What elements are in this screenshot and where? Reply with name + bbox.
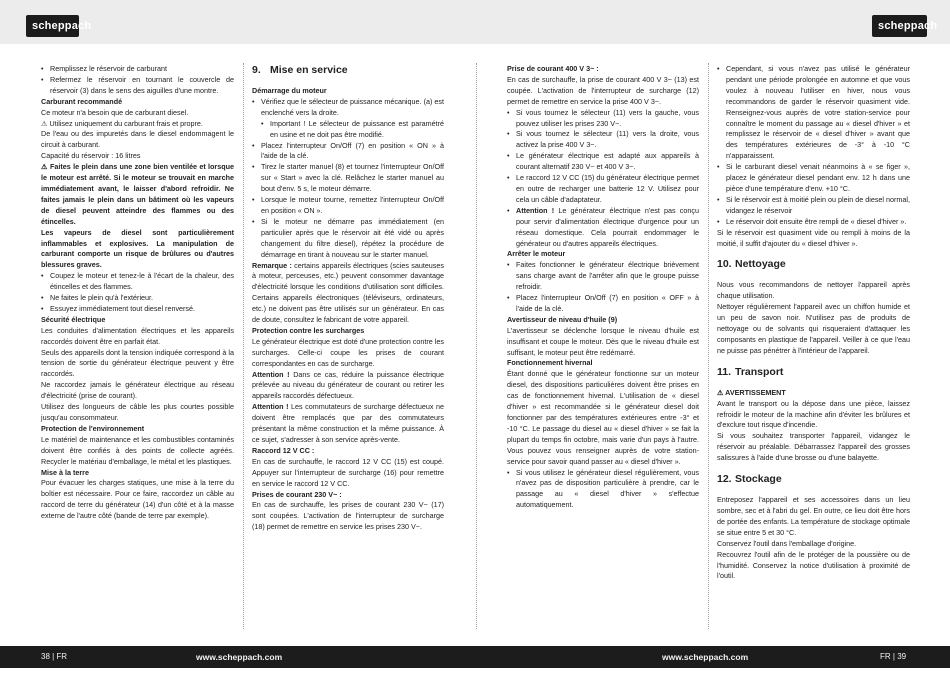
remark-label: Remarque : <box>252 260 292 270</box>
section-number: 11. <box>717 365 732 378</box>
paragraph: ⚠ Utilisez uniquement du carburant frais et propre. <box>41 118 203 128</box>
list-item: • Si vous tournez le sélecteur (11) vers la gauche, vous pouvez utiliser les prises 230 V~. <box>507 108 699 130</box>
section-number: 12. <box>717 473 732 486</box>
paragraph: Les conduites d'alimentation électriques et les appareils raccordés doivent être en parfait état. <box>41 325 234 346</box>
column-4 <box>717 64 910 582</box>
start-list <box>252 97 444 261</box>
section-heading-9 <box>252 64 444 77</box>
inner-list <box>261 119 444 141</box>
carburant-heading: Carburant recommandé <box>41 96 123 106</box>
paragraph: Utilisez des longueurs de câble les plus courtes possible jusqu'au consommateur. <box>41 402 234 422</box>
stop-engine-heading: Arrêter le moteur <box>507 249 566 259</box>
list-item: • Remplissez le réservoir de carburant <box>41 64 234 75</box>
column-3 <box>507 64 699 511</box>
dc-heading: Raccord 12 V CC : <box>252 445 315 455</box>
socket-230-heading: Prises de courant 230 V~ : <box>252 489 342 499</box>
list-item: • Coupez le moteur et tenez-le à l'écart de la chaleur, des étincelles et des flammes. <box>41 271 234 293</box>
paragraph: De l'eau ou des impuretés dans le diesel endommagent le circuit à carburant. <box>41 129 234 150</box>
paragraph: Conservez l'outil dans l'emballage d'origine. <box>717 538 857 548</box>
attention-paragraph <box>252 402 444 446</box>
winter-list <box>507 468 699 512</box>
list-item-text: Vérifiez que le sélecteur de puissance mécanique. (a) est enclenché vers la droite. <box>261 96 444 117</box>
column-2 <box>252 64 444 533</box>
list-item: • Placez l'interrupteur On/Off (7) en position « OFF » à l'aide de la clé. <box>507 293 699 315</box>
attention-label: Attention ! <box>252 369 290 379</box>
winter-heading: Fonctionnement hivernal <box>507 358 593 368</box>
page-number-left: 38 | FR <box>41 652 68 661</box>
refuel-warning: ⚠ Faites le plein dans une zone bien ventilée et lorsque le moteur est arrêté. Si le moteur se trouvait en marche immédiatement avant, le laisser d'abord refroidir. Ne faites jamais le plein dans un bâtiment où les vapeurs de diesel peuvent atteindre des flammes ou des étincelles. <box>41 162 234 226</box>
list-item <box>507 206 699 250</box>
oil-warning-heading: Avertisseur de niveau d'huile (9) <box>507 314 618 324</box>
section-number: 9. <box>252 64 261 76</box>
list-item <box>252 97 444 141</box>
paragraph: Nous vous recommandons de nettoyer l'appareil après chaque utilisation. <box>717 280 910 301</box>
website-link-right[interactable]: www.scheppach.com <box>662 652 749 662</box>
list-item: • Si vous utilisez le générateur diesel régulièrement, vous n'avez pas de disposition particulière à prendre, car le passage au « diesel d'hiver » s'effectue automatiquement. <box>507 468 699 512</box>
section-number: 10. <box>717 258 732 271</box>
securite-heading: Sécurité électrique <box>41 314 106 324</box>
paragraph: L'avertisseur se déclenche lorsque le niveau d'huile est insuffisant et coupe le moteur. Dès que le niveau d'huile est suffisant, le moteur peut être redémarré. <box>507 325 699 357</box>
attention-paragraph <box>252 370 444 403</box>
paragraph: En cas de surchauffe, la prise de courant 400 V 3~ (13) est coupée. L'activation de l'interrupteur de surcharge (12) permet de remettre en service la prise 400 V 3~. <box>507 74 699 106</box>
section-title: Mise en service <box>270 64 348 76</box>
column-divider <box>476 63 477 629</box>
paragraph: Seuls des appareils dont la tension indiquée correspond à la tension de sortie du générateur électrique peuvent y être raccordés. <box>41 347 234 379</box>
section-heading-12 <box>717 473 910 486</box>
brand-logo-left: scheppach <box>26 15 79 37</box>
website-link-left[interactable]: www.scheppach.com <box>196 652 283 662</box>
column-1 <box>41 64 234 522</box>
diesel-vapour-warning: Les vapeurs de diesel sont particulièrement inflammables et explosives. La manipulation de carburant comporte un risque de brûlures ou d'autres blessures graves. <box>41 227 234 270</box>
paragraph: Ne raccordez jamais le générateur électrique au réseau d'électricité (prise de courant). <box>41 380 234 401</box>
list-item: • Si le carburant diesel venait néanmoins à « se figer », placez le générateur diesel pendant env. 12 h dans une pièce d'une température d'env. +10 °C. <box>717 162 910 195</box>
list-item: • Le réservoir doit ensuite être rempli de « diesel d'hiver ». <box>717 217 910 228</box>
socket-400-heading: Prise de courant 400 V 3~ : <box>507 64 599 73</box>
list-item: • Si vous tournez le sélecteur (11) vers la droite, vous activez la prise 400 V 3~. <box>507 129 699 151</box>
tank-capacity: Capacité du réservoir : 16 litres <box>41 151 141 161</box>
paragraph: Entreposez l'appareil et ses accessoires dans un lieu sombre, sec et à l'abri du gel. En outre, ce lieu doit être hors de portée des enfants. La température de stockage optimale se situe entre 5 et 30 °C. <box>717 495 910 537</box>
list-item: • Refermez le réservoir en tournant le couvercle de réservoir (3) dans le sens des aiguilles d'une montre. <box>41 75 234 97</box>
list-item: • Placez l'interrupteur On/Off (7) en position « ON » à l'aide de la clé. <box>252 141 444 163</box>
list-item: • Important ! Le sélecteur de puissance est paramétré en usine et ne doit pas être modifié. <box>261 119 444 141</box>
header-bar <box>0 0 950 44</box>
list-item: • Le raccord 12 V CC (15) du générateur électrique permet en outre de recharger une batterie 12 V. Utilisez pour cela un câble d'adaptateur. <box>507 173 699 206</box>
attention-text: Le générateur électrique n'est pas conçu pour servir d'alimentation électrique d'urgence pour un réseau domestique. Cela pourrait endommager le générateur ou d'autres appareils électriques. <box>516 205 699 248</box>
paragraph: Nettoyer régulièrement l'appareil avec un chiffon humide et un peu de savon noir. N'utilisez pas de produits de nettoyage ou de solvants qui risqueraient d'attaquer les composants en plastique de l'appareil. Veiller à ce que l'eau ne puisse pas pénétrer à l'intérieur de l'appareil. <box>717 302 910 355</box>
attention-text: Dans ce cas, réduire la puissance électrique prélevée au niveau du générateur de courant ou retirer les appareils raccordés défectueux. <box>252 369 444 401</box>
socket-list <box>507 108 699 250</box>
paragraph: Le générateur électrique est doté d'une protection contre les surcharges. Celle-ci coupe les prises de courant correspondantes en cas de surcharge. <box>252 336 444 368</box>
list-item: • Lorsque le moteur tourne, remettez l'interrupteur On/Off en position « ON ». <box>252 195 444 217</box>
paragraph: Recouvrez l'outil afin de le protéger de la poussière ou de l'humidité. Conservez la notice d'utilisation à proximité de l'outil. <box>717 549 910 581</box>
paragraph: Si le réservoir est quasiment vide ou rempli à moins de la moitié, il suffit d'ajouter du « diesel d'hiver ». <box>717 227 910 248</box>
warning-list <box>41 271 234 315</box>
section-title: Stockage <box>735 473 782 486</box>
paragraph: Si vous souhaitez transporter l'appareil, vidangez le réservoir au préalable. Débarrassez l'appareil des grosses salissures à l'aide d'une brosse ou d'une balayette. <box>717 431 910 463</box>
environment-heading: Protection de l'environnement <box>41 423 145 433</box>
paragraph: Avant le transport ou la dépose dans une pièce, laissez refroidir le moteur de la machine afin d'éviter les brûlures et d'exclure tout risque d'incendie. <box>717 398 910 430</box>
brand-logo-right: scheppach <box>872 15 927 37</box>
column-divider <box>708 63 709 629</box>
section-title: Transport <box>735 365 784 378</box>
list-item: • Ne faites le plein qu'à l'extérieur. <box>41 293 234 304</box>
section-heading-10 <box>717 258 910 271</box>
list-item: • Essuyez immédiatement tout diesel renversé. <box>41 304 234 315</box>
paragraph: En cas de surchauffe, les prises de courant 230 V~ (17) sont coupées. L'activation de l'interrupteur de surcharge (18) permet de remettre en service les prises 230 V~. <box>252 500 444 532</box>
grounding-heading: Mise à la terre <box>41 467 89 477</box>
demarrage-heading: Démarrage du moteur <box>252 86 327 95</box>
paragraph: Étant donné que le générateur fonctionne sur un moteur diesel, des dispositions particulières doivent être prises en cas de fonctionnement hivernal. L'utilisation de « diesel d'hiver » est recommandée si le générateur diesel doit fonctionner par des températures extérieures entre -3° et -10 °C. Le passage du diesel au « diesel d'hiver » se fait la plupart du temps fin octobre, mais varie d'un pays à l'autre. Vous pouvez vous renseigner auprès de votre station-service pour savoir quand passer au « diesel d'hiver ». <box>507 369 699 466</box>
section-title: Nettoyage <box>735 258 786 271</box>
list-item: • Si le réservoir est à moitié plein ou plein de diesel normal, vidangez le réservoir <box>717 195 910 217</box>
paragraph: Pour évacuer les charges statiques, une mise à la terre du boîtier est nécessaire. Pour ce faire, raccordez un câble au raccord de terre du générateur (14) d'un côté et à la masse externe de l'autre côté (bande de terre par exemple). <box>41 478 234 521</box>
attention-text: Les commutateurs de surcharge défectueux ne doivent être remplacés que par des commutateurs présentant la même construction et la même puissance. À ce sujet, s'adresser à son service après-vente. <box>252 402 444 444</box>
footer-bar <box>0 646 950 668</box>
remark-text: certains appareils électriques (scies sauteuses à moteur, perceuses, etc.) peuvent consommer davantage d'électricité lorsque les conditions d'utilisation sont difficiles. Certains appareils électroniques (téléviseurs, ordinateurs, etc.) ne doivent pas être utilisés sur un générateur. En cas de doute, consultez le fabricant de votre appareil. <box>252 260 444 325</box>
section-heading-11 <box>717 366 910 379</box>
transport-warning: ⚠ AVERTISSEMENT <box>717 387 786 397</box>
paragraph: Ce moteur n'a besoin que de carburant diesel. <box>41 107 189 117</box>
list-item: • Si le moteur ne démarre pas immédiatement (en particulier après que le réservoir ait été vidé ou après changement du filtre diesel), répétez la procédure de démarrage en tirant à nouveau sur le starter manuel. <box>252 217 444 261</box>
attention-label: Attention ! <box>516 205 555 215</box>
attention-label: Attention ! <box>252 402 289 412</box>
list-item: • Cependant, si vous n'avez pas utilisé le générateur pendant une période prolongée en automne et que vous voulez à nouveau l'utiliser en hiver, nous vous recommandons de garder le réservoir quasiment vide. Renseignez-vous auprès de votre station-service pour connaître le moment du passage au « diesel d'hiver » et remplissez le réservoir de « diesel d'hiver » avant que des températures extérieures de -3° à -10 °C n'apparaissent. <box>717 64 910 162</box>
fuel-fill-list <box>41 64 234 97</box>
stop-list <box>507 260 699 315</box>
list-item: • Tirez le starter manuel (8) et tournez l'interrupteur On/Off sur « Start » avec la clé. Relâchez le starter manuel au bout d'env. 5 s, le moteur démarre. <box>252 162 444 195</box>
remark-paragraph <box>252 261 444 326</box>
list-item: • Le générateur électrique est adapté aux appareils à courant alternatif 230 V~ et 400 V 3~. <box>507 151 699 173</box>
paragraph: Le matériel de maintenance et les combustibles contaminés doivent être confiés à des points de collecte agréés. Recycler le matériau d'emballage, le métal et les plastiques. <box>41 434 234 466</box>
column-divider <box>243 63 244 629</box>
list-item: • Faites fonctionner le générateur électrique brièvement sans charge avant de l'arrêter afin que le groupe puisse refroidir. <box>507 260 699 293</box>
overload-heading: Protection contre les surcharges <box>252 325 365 335</box>
page-number-right: FR | 39 <box>880 652 907 661</box>
winter-list-continued <box>717 64 910 228</box>
paragraph: En cas de surchauffe, le raccord 12 V CC (15) est coupé. Appuyer sur l'interrupteur de surcharge (16) pour remettre en service le raccord 12 V CC. <box>252 456 444 488</box>
